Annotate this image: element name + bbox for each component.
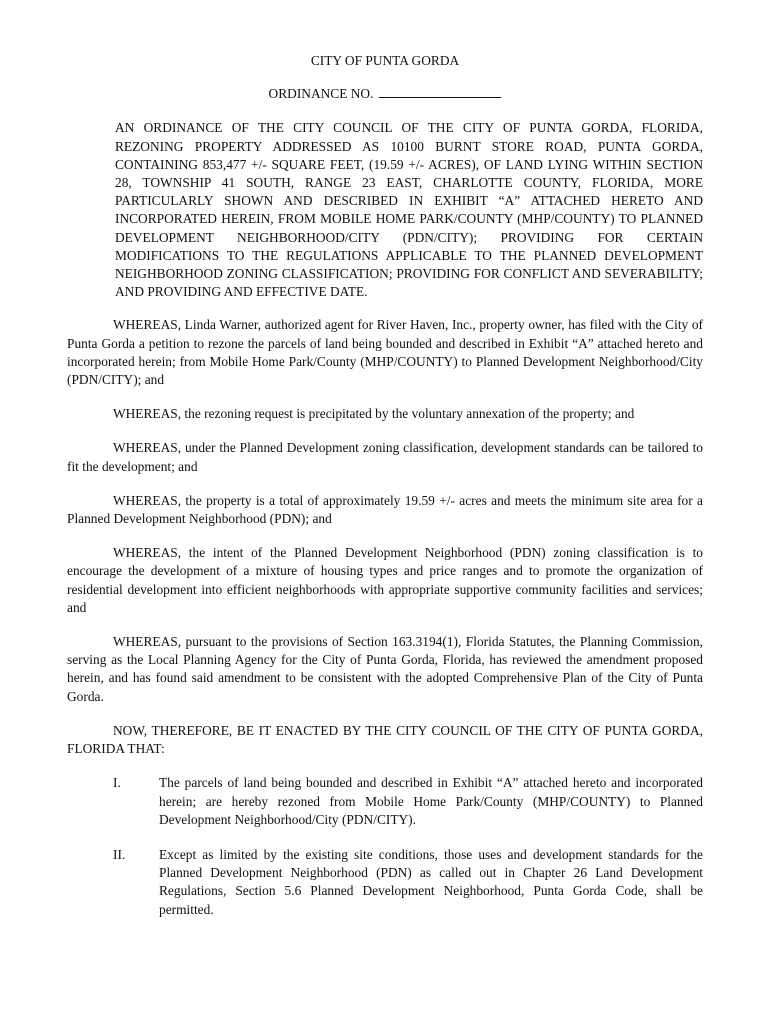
whereas-clause-2: WHEREAS, the rezoning request is precipitated by the voluntary annexation of the property; and [113, 406, 635, 422]
whereas-clause-4: WHEREAS, the property is a total of approximately 19.59 +/- acres and meets the minimum site area for a Planned Development Neighborhood (PDN); and [67, 492, 703, 527]
document-city-title: CITY OF PUNTA GORDA [310, 53, 460, 68]
section-text: The parcels of land being bounded and described in Exhibit “A” attached hereto and incorporated herein; are hereby rezoned from Mobile Home Park/County (MHP/COUNTY) to Planned Development Neighborhood/City (PDN/CITY). [159, 775, 703, 827]
whereas-clause-1: WHEREAS, Linda Warner, authorized agent for River Haven, Inc., property owner, has filed with the City of Punta Gorda a petition to rezone the parcels of land being bounded and described in Exhibit “A” attached hereto and incorporated herein; from Mobile Home Park/County (MHP/COUNTY) to Planned Development Neighborhood/City (PDN/CITY); and [67, 317, 703, 388]
section-text: Except as limited by the existing site conditions, those uses and development standards for the Planned Development Neighborhood (PDN) as called out in Chapter 26 Land Development Regulations, Section 5.6 Planned Development Neighborhood, Punta Gorda Code, shall be permitted. [159, 846, 703, 917]
section-number: I. [113, 775, 121, 791]
enactment-clause: NOW, THEREFORE, BE IT ENACTED BY THE CITY COUNCIL OF THE CITY OF PUNTA GORDA, FLORIDA THAT: [67, 722, 703, 757]
whereas-clause-5: WHEREAS, the intent of the Planned Development Neighborhood (PDN) zoning classification is to encourage the development of a mixture of housing types and price ranges and to promote the organization of residential development into efficient neighborhoods with appropriate supportive community facilities and services; and [67, 545, 703, 615]
ordinance-number-blank [379, 86, 501, 98]
ordinance-document [67, 52, 703, 936]
whereas-clause-6: WHEREAS, pursuant to the provisions of Section 163.3194(1), Florida Statutes, the Planning Commission, serving as the Local Planning Agency for the City of Punta Gorda, Florida, has reviewed the amendment proposed herein, and has found said amendment to be consistent with the adopted Comprehensive Plan of the City of Punta Gorda. [67, 634, 703, 704]
section-number: II. [113, 846, 126, 862]
section-item-2 [67, 846, 703, 919]
ordinance-preamble: AN ORDINANCE OF THE CITY COUNCIL OF THE CITY OF PUNTA GORDA, FLORIDA, REZONING PROPERTY ADDRESSED AS 10100 BURNT STORE ROAD, PUNTA GORDA, CONTAINING 853,477 +/- SQUARE FEET, (19.59 +/- ACRES), OF LAND LYING WITHIN SECTION 28, TOWNSHIP 41 SOUTH, RANGE 23 EAST, CHARLOTTE COUNTY, FLORIDA, MORE PARTICULARLY SHOWN AND DESCRIBED IN EXHIBIT “A” ATTACHED HERETO AND INCORPORATED HEREIN, FROM MOBILE HOME PARK/COUNTY (MHP/COUNTY) TO PLANNED DEVELOPMENT NEIGHBORHOOD/CITY (PDN/CITY); PROVIDING FOR CERTAIN MODIFICATIONS TO THE REGULATIONS APPLICABLE TO THE PLANNED DEVELOPMENT NEIGHBORHOOD ZONING CLASSIFICATION; PROVIDING FOR CONFLICT AND SEVERABILITY; AND PROVIDING AND EFFECTIVE DATE. [115, 120, 703, 300]
ordinance-number-label: ORDINANCE NO. [268, 86, 374, 102]
whereas-clause-3: WHEREAS, under the Planned Development zoning classification, development standards can be tailored to fit the development; and [67, 440, 703, 474]
ordinance-number-line [67, 85, 703, 103]
section-item-1 [67, 774, 703, 829]
